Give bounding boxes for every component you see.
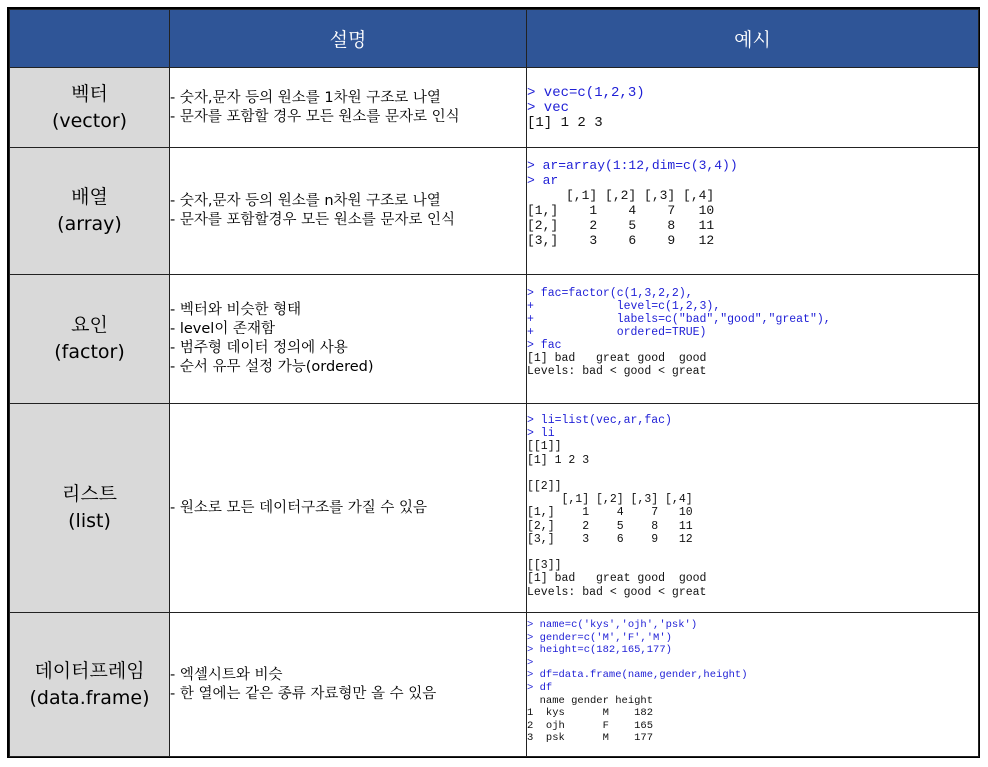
table-row bbox=[10, 68, 979, 148]
code-output-line: [,1] [,2] [,3] [,4] bbox=[527, 188, 715, 203]
header-row bbox=[10, 10, 979, 68]
code-command-line: > li bbox=[527, 427, 555, 441]
description-line: - level이 존재함 bbox=[170, 321, 275, 337]
description-cell bbox=[170, 404, 527, 613]
type-name-english: (data.frame) bbox=[29, 686, 150, 709]
description-line: - 순서 유무 설정 가능(ordered) bbox=[170, 359, 374, 375]
table-row bbox=[10, 404, 979, 613]
description-line: - 범주형 데이터 정의에 사용 bbox=[170, 340, 348, 356]
type-name: 요인 bbox=[71, 314, 108, 336]
code-command-line: > fac bbox=[527, 339, 562, 352]
code-output-line: [1] 1 2 3 bbox=[527, 453, 590, 467]
code-output-line: 3 psk M 177 bbox=[527, 732, 654, 745]
type-name-english: (vector) bbox=[51, 109, 128, 132]
description-cell bbox=[170, 275, 527, 404]
example-code-cell bbox=[527, 68, 979, 148]
code-command-line: > fac=factor(c(1,3,2,2), bbox=[527, 287, 693, 300]
code-output-line: [3,] 3 6 9 12 bbox=[527, 233, 715, 248]
header-corner-cell bbox=[10, 10, 170, 68]
code-output-line: [[1]] bbox=[527, 440, 562, 454]
type-name-english: (factor) bbox=[54, 341, 125, 363]
code-command-line: > bbox=[527, 656, 534, 669]
description-line: - 숫자,문자 등의 원소를 n차원 구조로 나열 bbox=[170, 193, 441, 209]
type-name: 배열 bbox=[71, 186, 108, 208]
example-code-cell bbox=[527, 148, 979, 275]
description-line: - 숫자,문자 등의 원소를 1차원 구조로 나열 bbox=[170, 89, 441, 106]
description-cell bbox=[170, 613, 527, 757]
type-name: 데이터프레임 bbox=[34, 659, 145, 682]
code-output-line bbox=[527, 467, 978, 480]
code-output-line: [2,] 2 5 8 11 bbox=[527, 519, 693, 533]
header-description: 설명 bbox=[170, 10, 527, 68]
description-cell bbox=[170, 68, 527, 148]
description-line: - 엑셀시트와 비슷 bbox=[170, 666, 283, 683]
code-command-line: + labels=c("bad","good","great"), bbox=[527, 313, 831, 326]
table-row bbox=[10, 148, 979, 275]
code-output-line: Levels: bad < good < great bbox=[527, 585, 707, 599]
type-name-cell bbox=[10, 68, 170, 148]
code-command-line: > height=c(182,165,177) bbox=[527, 644, 672, 657]
table-row bbox=[10, 275, 979, 404]
code-command-line: + ordered=TRUE) bbox=[527, 326, 707, 339]
description-line: - 문자를 포함할 경우 모든 원소를 문자로 인식 bbox=[170, 108, 460, 125]
type-name: 리스트 bbox=[61, 483, 118, 505]
code-output-line: [[2]] bbox=[527, 480, 562, 494]
code-output-line: [2,] 2 5 8 11 bbox=[527, 218, 715, 233]
code-command-line: > vec bbox=[527, 100, 570, 116]
code-output-line: [1,] 1 4 7 10 bbox=[527, 506, 693, 520]
code-output-line: 1 kys M 182 bbox=[527, 707, 654, 720]
description-cell bbox=[170, 148, 527, 275]
code-output-line bbox=[527, 546, 978, 559]
description-line: - 원소로 모든 데이터구조를 가질 수 있음 bbox=[170, 499, 427, 516]
type-name-english: (list) bbox=[68, 510, 111, 532]
type-name: 벡터 bbox=[71, 82, 108, 105]
code-output-line: [[3]] bbox=[527, 559, 562, 573]
type-name-cell bbox=[10, 148, 170, 275]
code-command-line: > vec=c(1,2,3) bbox=[527, 85, 645, 101]
description-line: - 한 열에는 같은 종류 자료형만 올 수 있음 bbox=[170, 685, 437, 702]
code-command-line: > ar bbox=[527, 173, 559, 188]
table-frame bbox=[7, 7, 980, 758]
type-name-cell bbox=[10, 404, 170, 613]
code-output-line: name gender height bbox=[527, 694, 654, 707]
r-data-structures-table bbox=[9, 9, 979, 757]
code-command-line: + level=c(1,2,3), bbox=[527, 300, 721, 313]
type-name-english: (array) bbox=[57, 213, 122, 235]
code-output-line: [1] bad great good good bbox=[527, 572, 707, 586]
code-output-line: [1,] 1 4 7 10 bbox=[527, 203, 715, 218]
description-line: - 벡터와 비슷한 형태 bbox=[170, 302, 302, 318]
code-output-line: [1] bad great good good bbox=[527, 352, 707, 365]
code-output-line: [3,] 3 6 9 12 bbox=[527, 532, 693, 546]
code-output-line: [,1] [,2] [,3] [,4] bbox=[527, 493, 693, 507]
example-code-cell bbox=[527, 275, 979, 404]
type-name-cell bbox=[10, 275, 170, 404]
example-code-cell bbox=[527, 613, 979, 757]
code-command-line: > li=list(vec,ar,fac) bbox=[527, 414, 672, 427]
type-name-cell bbox=[10, 613, 170, 757]
code-command-line: > name=c('kys','ojh','psk') bbox=[527, 619, 698, 631]
table-row bbox=[10, 613, 979, 757]
description-line: - 문자를 포함할경우 모든 원소를 문자로 인식 bbox=[170, 212, 456, 228]
example-code-cell bbox=[527, 404, 979, 613]
code-command-line: > ar=array(1:12,dim=c(3,4)) bbox=[527, 158, 738, 173]
code-output-line: 2 ojh F 165 bbox=[527, 719, 654, 732]
code-command-line: > gender=c('M','F','M') bbox=[527, 631, 672, 644]
code-output-line: [1] 1 2 3 bbox=[527, 115, 603, 131]
code-command-line: > df bbox=[527, 681, 553, 694]
code-command-line: > df=data.frame(name,gender,height) bbox=[527, 669, 748, 682]
code-output-line: Levels: bad < good < great bbox=[527, 365, 707, 378]
header-example: 예시 bbox=[527, 10, 979, 68]
